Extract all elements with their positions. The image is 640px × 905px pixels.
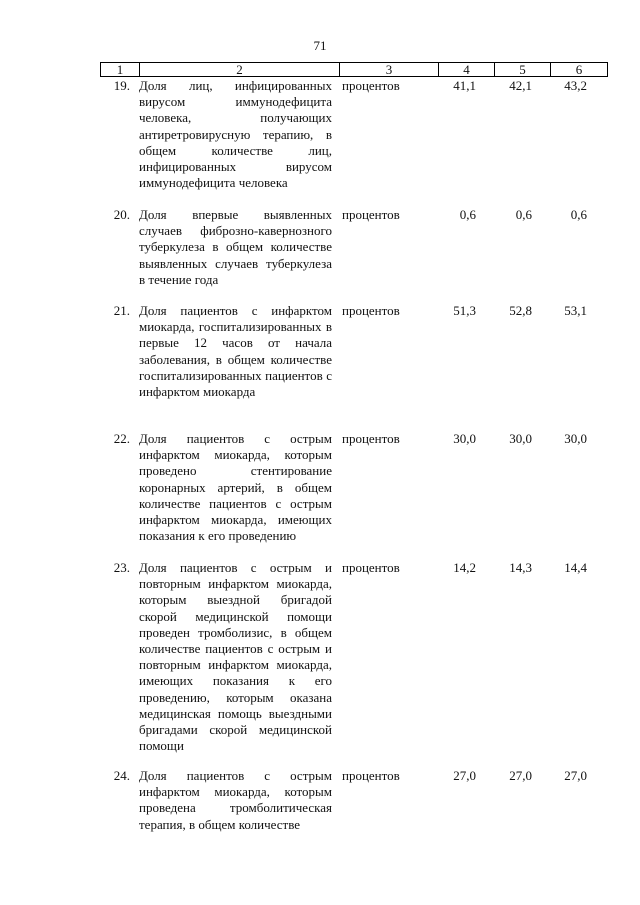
column-header-row: [100, 62, 608, 77]
row-number: 23.: [113, 560, 130, 575]
unit-of-measure: процентов: [342, 560, 400, 575]
page-number: 71: [313, 38, 327, 53]
column-header-5: 5: [495, 63, 551, 77]
indicator-description: Доля впервые выявленных случаев фиброзно-кавернозного туберкулеза в общем количестве выявленных случаев туберкулеза в течение года: [139, 207, 332, 287]
indicator-description: Доля пациентов с инфарктом миокарда, госпитализированных в первые 12 часов от начала заболевания, в общем количестве госпитализированных пациентов с инфарктом миокарда: [139, 303, 332, 400]
column-header-3: 3: [340, 63, 439, 77]
value-column-4: 27,0: [453, 768, 476, 783]
row-number: 24.: [113, 768, 130, 783]
unit-of-measure: процентов: [342, 768, 400, 783]
column-header-1: 1: [101, 63, 140, 77]
column-header-2: 2: [140, 63, 340, 77]
unit-of-measure: процентов: [342, 207, 400, 222]
value-column-6: 27,0: [564, 768, 587, 783]
row-number: 22.: [113, 431, 130, 446]
value-column-6: 14,4: [564, 560, 587, 575]
value-column-4: 30,0: [453, 431, 476, 446]
value-column-4: 51,3: [453, 303, 476, 318]
value-column-5: 14,3: [509, 560, 532, 575]
value-column-6: 0,6: [570, 207, 587, 222]
value-column-5: 52,8: [509, 303, 532, 318]
unit-of-measure: процентов: [342, 303, 400, 318]
column-header-4: 4: [439, 63, 495, 77]
value-column-5: 42,1: [509, 78, 532, 93]
value-column-5: 27,0: [509, 768, 532, 783]
indicator-description: Доля пациентов с острым и повторным инфарктом миокарда, которым выездной бригадой скорой медицинской помощи проведен тромболизис, в общем количестве пациентов с острым и повторным инфарктом миокарда, имеющих показания к его проведению, которым оказана медицинская помощь выездными бригадами скорой медицинской помощи: [139, 560, 332, 754]
value-column-5: 30,0: [509, 431, 532, 446]
value-column-4: 0,6: [459, 207, 476, 222]
row-number: 20.: [113, 207, 130, 222]
column-header-6: 6: [551, 63, 608, 77]
unit-of-measure: процентов: [342, 431, 400, 446]
value-column-6: 30,0: [564, 431, 587, 446]
indicator-description: Доля лиц, инфицированных вирусом иммунодефицита человека, получающих антиретровирусную терапию, в общем количестве лиц, инфицированных вирусом иммунодефицита человека: [139, 78, 332, 191]
value-column-4: 41,1: [453, 78, 476, 93]
value-column-4: 14,2: [453, 560, 476, 575]
indicator-description: Доля пациентов с острым инфарктом миокарда, которым проведено стентирование коронарных артерий, в общем количестве пациентов с острым инфарктом миокарда, имеющих показания к его проведению: [139, 431, 332, 544]
value-column-6: 43,2: [564, 78, 587, 93]
value-column-5: 0,6: [515, 207, 532, 222]
row-number: 19.: [113, 78, 130, 93]
indicator-description: Доля пациентов с острым инфарктом миокарда, которым проведена тромболитическая терапия, в общем количестве: [139, 768, 332, 832]
unit-of-measure: процентов: [342, 78, 400, 93]
row-number: 21.: [113, 303, 130, 318]
value-column-6: 53,1: [564, 303, 587, 318]
